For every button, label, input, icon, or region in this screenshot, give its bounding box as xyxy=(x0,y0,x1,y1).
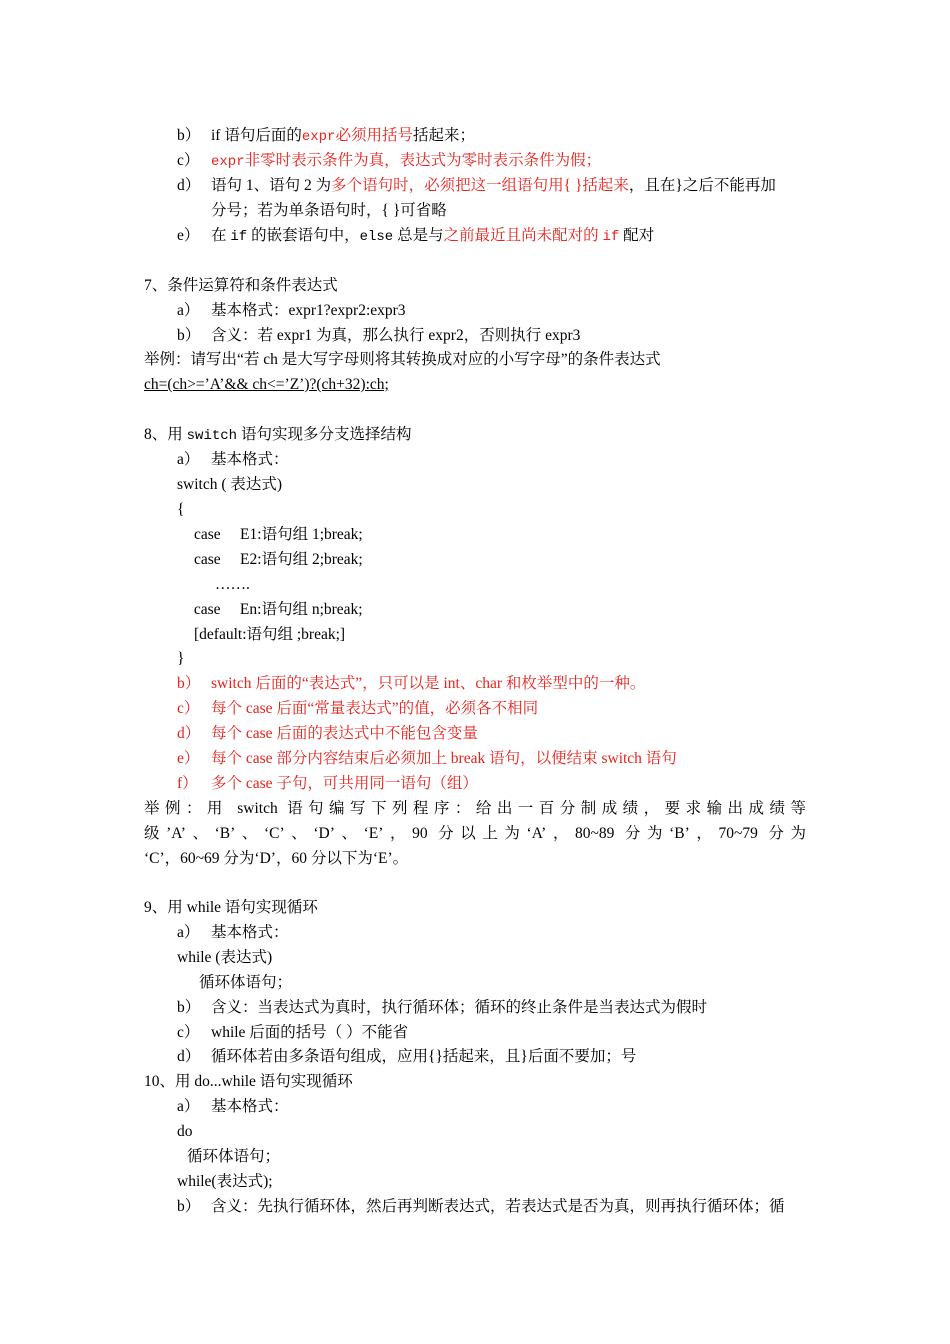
code-line: while (表达式) xyxy=(177,949,273,966)
list-item-10a: a） 基本格式： xyxy=(177,1098,289,1115)
list-item-6d-cont: 分号；若为单条语句时，{ }可省略 xyxy=(211,202,447,219)
list-item-9a: a） 基本格式： xyxy=(177,924,289,941)
section-8-heading: 8、用 switch 语句实现多分支选择结构 xyxy=(144,426,412,444)
list-item-7a: a） 基本格式：expr1?expr2:expr3 xyxy=(177,302,406,319)
code-line: { xyxy=(177,501,185,518)
code-line: } xyxy=(177,650,185,667)
section-7-heading: 7、条件运算符和条件表达式 xyxy=(144,277,338,294)
section-9-heading: 9、用 while 语句实现循环 xyxy=(144,899,318,916)
list-item-7b: b） 含义：若 expr1 为真，那么执行 expr2，否则执行 expr3 xyxy=(177,327,581,344)
code-line: while(表达式); xyxy=(177,1173,273,1190)
example-8-line: 举例：用 switch 语句编写下列程序：给出一百分制成绩，要求输出成绩等 xyxy=(144,800,806,817)
section-10-heading: 10、用 do...while 语句实现循环 xyxy=(144,1073,353,1090)
code-line: [default:语句组 ;break;] xyxy=(194,626,346,643)
list-item-8a: a） 基本格式： xyxy=(177,451,289,468)
list-item-6d: d） 语句 1、语句 2 为多个语句时，必须把这一组语句用{ }括起来，且在}之后不能再加 xyxy=(177,177,776,194)
code-line: case E2:语句组 2;break; xyxy=(194,551,363,568)
code-line: case E1:语句组 1;break; xyxy=(194,526,363,543)
example-8-line: ‘C’，60~69 分为‘D’，60 分以下为‘E’。 xyxy=(144,850,409,867)
list-item-6e: e） 在 if 的嵌套语句中，else 总是与之前最近且尚未配对的 if 配对 xyxy=(177,227,655,245)
list-item-10b: b） 含义：先执行循环体，然后再判断表达式，若表达式是否为真，则再执行循环体；循 xyxy=(177,1198,785,1215)
list-item-8c: c） 每个 case 后面“常量表达式”的值，必须各不相同 xyxy=(177,700,539,717)
code-line: case En:语句组 n;break; xyxy=(190,601,363,618)
code-line: do xyxy=(177,1123,193,1140)
code-line: 循环体语句； xyxy=(199,974,293,991)
code-line: switch ( 表达式) xyxy=(177,476,283,493)
list-item-8b: b） switch 后面的“表达式”，只可以是 int、char 和枚举型中的一种。 xyxy=(177,675,646,692)
list-item-8f: f） 多个 case 子句，可共用同一语句（组） xyxy=(177,775,478,792)
example-8-line: 级’A’、‘B’、‘C’、‘D’、‘E’，90 分以上为‘A’，80~89 分为‘B’，70~79 分为 xyxy=(144,825,806,842)
list-item-8e: e） 每个 case 部分内容结束后必须加上 break 语句，以便结束 switch 语句 xyxy=(177,750,677,767)
list-item-9d: d） 循环体若由多条语句组成，应用{}括起来，且}后面不要加；号 xyxy=(177,1048,637,1065)
list-item-6b: b） if 语句后面的expr必须用括号括起来； xyxy=(177,127,475,145)
list-item-9b: b） 含义：当表达式为真时，执行循环体；循环的终止条件是当表达式为假时 xyxy=(177,999,708,1016)
code-line: 循环体语句； xyxy=(187,1148,281,1165)
list-item-9c: c） while 后面的括号（ ）不能省 xyxy=(177,1024,409,1041)
list-item-8d: d） 每个 case 后面的表达式中不能包含变量 xyxy=(177,725,478,742)
code-line: ……. xyxy=(215,576,250,593)
list-item-6c: c） expr非零时表示条件为真，表达式为零时表示条件为假； xyxy=(177,152,602,170)
example-7: 举例：请写出“若 ch 是大写字母则将其转换成对应的小写字母”的条件表达式 xyxy=(144,351,661,368)
example-7-code: ch=(ch>=’A’&& ch<=’Z’)?(ch+32):ch; xyxy=(144,376,389,393)
